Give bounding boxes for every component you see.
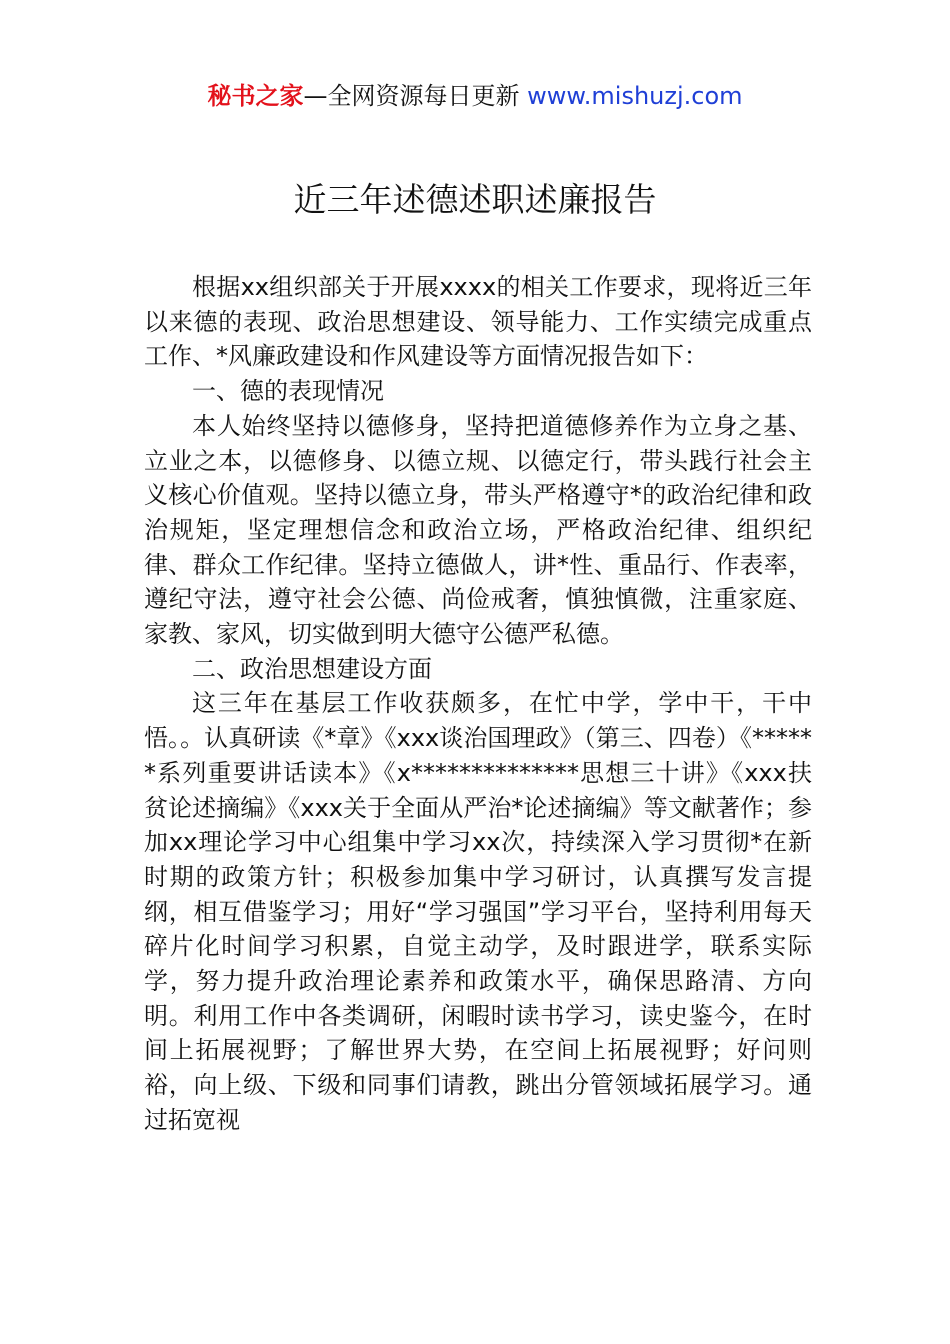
document-title: 近三年述德述职述廉报告 bbox=[293, 180, 657, 219]
site-url-link[interactable]: www.mishuzj.com bbox=[527, 82, 743, 110]
document-body bbox=[144, 270, 812, 1138]
body-paragraph: 这三年在基层工作收获颇多，在忙中学，学中干，干中悟。。认真研读《*章》《xxx谈治国理政》（第三、四卷）《******系列重要讲话读本》《x**************思想三十讲》《xxx扶贫论述摘编》《xxx关于全面从严治*论述摘编》等文献著作；参加xx理论学习中心组集中学习xx次，持续深入学习贯彻*在新时期的政策方针；积极参加集中学习研讨，认真撰写发言提纲，相互借鉴学习；用好“学习强国”学习平台，坚持利用每天碎片化时间学习积累，自觉主动学，及时跟进学，联系实际学，努力提升政治理论素养和政策水平，确保思路清、方向明。利用工作中各类调研，闲暇时读书学习，读史鉴今，在时间上拓展视野；了解世界大势，在空间上拓展视野；好问则裕，向上级、下级和同事们请教，跳出分管领域拓展学习。通过拓宽视 bbox=[144, 689, 812, 1134]
site-header bbox=[0, 80, 950, 112]
site-name: 秘书之家 bbox=[207, 82, 304, 110]
site-slogan: —全网资源每日更新 bbox=[303, 82, 520, 110]
body-paragraph: 本人始终坚持以德修身，坚持把道德修养作为立身之基、立业之本，以德修身、以德立规、以德定行，带头践行社会主义核心价值观。坚持以德立身，带头严格遵守*的政治纪律和政治规矩，坚定理想信念和政治立场，严格政治纪律、组织纪律、群众工作纪律。坚持立德做人，讲*性、重品行、作表率，遵纪守法，遵守社会公德、尚俭戒奢，慎独慎微，注重家庭、家教、家风，切实做到明大德守公德严私德。 bbox=[144, 411, 812, 649]
intro-paragraph: 根据xx组织部关于开展xxxx的相关工作要求，现将近三年以来德的表现、政治思想建设、领导能力、工作实绩完成重点工作、*风廉政建设和作风建设等方面情况报告如下： bbox=[144, 273, 812, 371]
section-heading-1: 一、德的表现情况 bbox=[192, 377, 384, 406]
section-heading-2: 二、政治思想建设方面 bbox=[192, 654, 432, 683]
